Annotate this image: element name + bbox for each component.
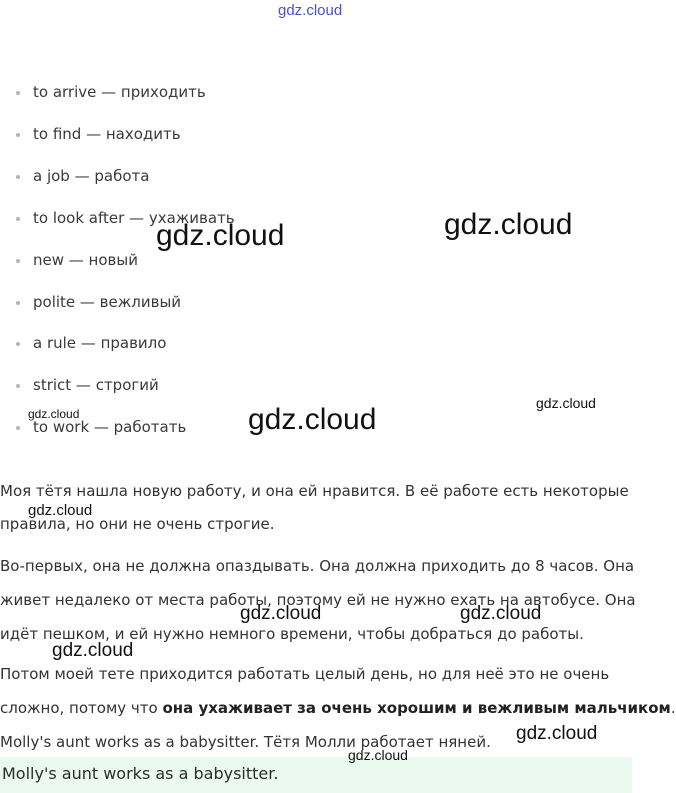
bullet-icon bbox=[16, 175, 20, 179]
bullet-icon bbox=[16, 259, 20, 263]
answer-text: Molly's aunt works as a babysitter. bbox=[2, 764, 279, 783]
bullet-icon bbox=[16, 91, 20, 95]
answer-box bbox=[0, 757, 632, 793]
text-line: Во-первых, она не должна опаздывать. Она должна приходить до 8 часов. Она bbox=[0, 557, 635, 575]
text-line: идёт пешком, и ей нужно немного времени, чтобы добраться до работы. bbox=[0, 625, 584, 643]
watermark: gdz.cloud bbox=[516, 723, 598, 744]
watermark: gdz.cloud bbox=[248, 403, 377, 436]
text-line: живет недалеко от места работы, поэтому ей не нужно ехать на автобусе. Она bbox=[0, 591, 636, 609]
text-line: Потом моей тете приходится работать целый день, но для неё это не очень bbox=[0, 665, 610, 683]
bold-phrase: она ухаживает за очень хорошим и вежливым мальчиком bbox=[162, 699, 671, 717]
watermark: gdz.cloud bbox=[444, 208, 573, 241]
watermark: gdz.cloud bbox=[348, 747, 408, 763]
text-line: Моя тётя нашла новую работу, и она ей нравится. В её работе есть некоторые bbox=[0, 482, 629, 500]
text-line-with-highlight: сложно, потому что она ухаживает за очень хорошим и вежливым мальчиком. bbox=[0, 699, 676, 717]
text-line: Molly's aunt works as a babysitter. Тётя Молли работает няней. bbox=[0, 733, 491, 751]
vocabulary-list: to arrive — приходить to find — находить a job — работа to look after — ухаживать new — новый polite — вежливый a rule — правило strict — строгий to work — работать bbox=[0, 0, 632, 450]
bullet-icon bbox=[16, 426, 20, 430]
bullet-icon bbox=[16, 301, 20, 305]
watermark: gdz.cloud bbox=[460, 603, 542, 624]
watermark: gdz.cloud bbox=[240, 603, 322, 624]
header-watermark: gdz.cloud bbox=[278, 2, 343, 19]
text-line: правила, но они не очень строгие. bbox=[0, 515, 275, 533]
bullet-icon bbox=[16, 217, 20, 221]
bullet-icon bbox=[16, 133, 20, 137]
bullet-icon bbox=[16, 342, 20, 346]
watermark: gdz.cloud bbox=[28, 502, 93, 519]
bullet-icon bbox=[16, 384, 20, 388]
watermark: gdz.cloud bbox=[52, 640, 134, 661]
watermark: gdz.cloud bbox=[536, 395, 596, 411]
watermark: gdz.cloud bbox=[156, 219, 285, 252]
watermark: gdz.cloud bbox=[28, 407, 80, 421]
